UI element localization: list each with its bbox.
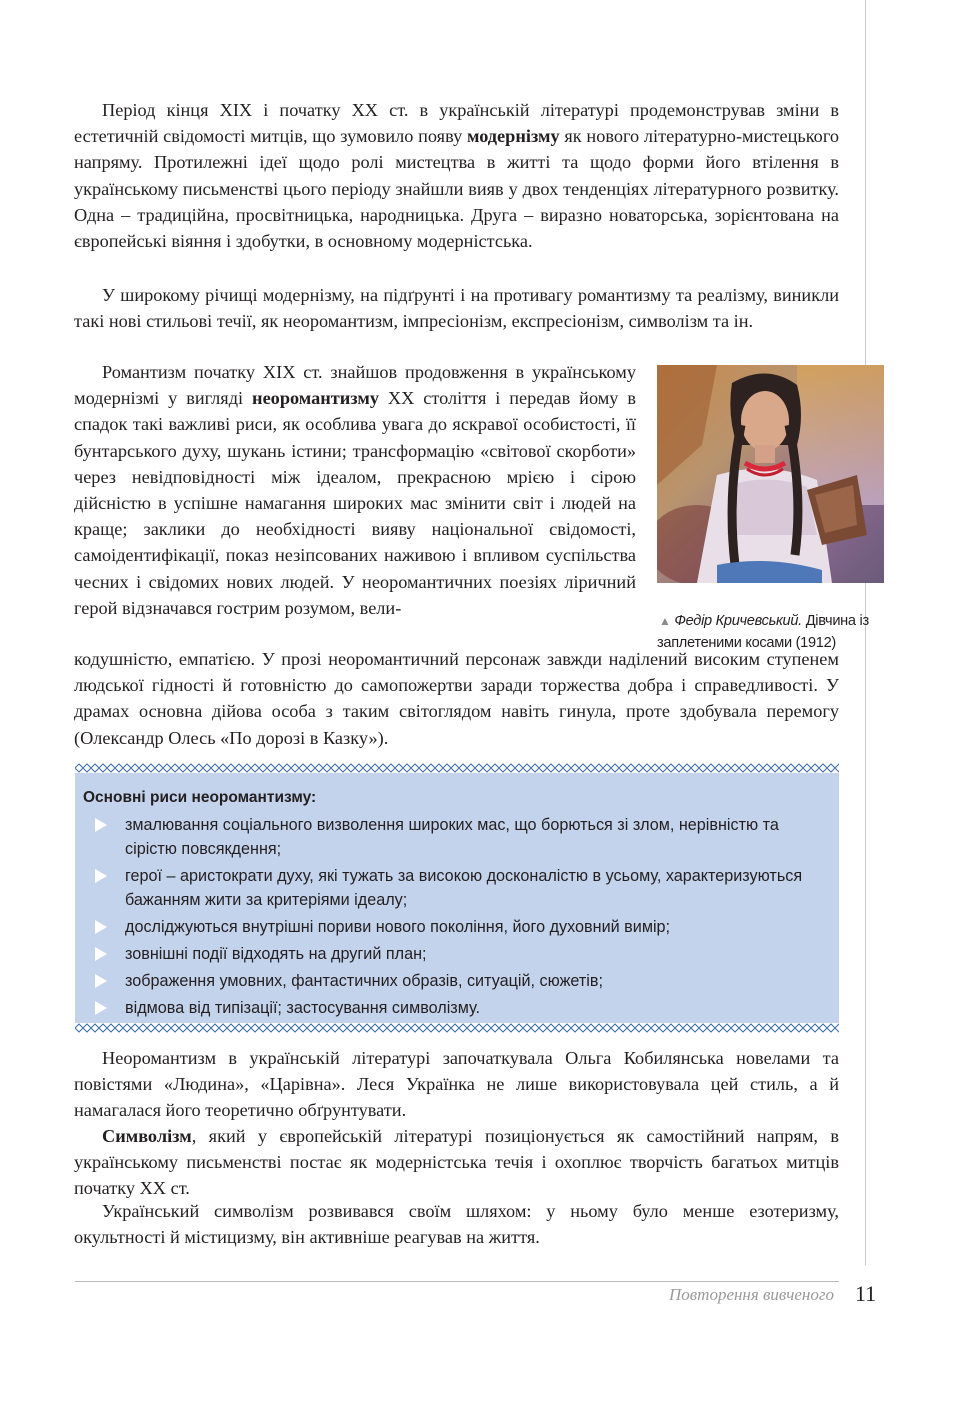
paragraph-neoromanticism: [74, 359, 636, 621]
term-neoromanticism: неоромантизму: [252, 388, 379, 409]
list-item-text: зображення умовних, фантастичних образів, ситуацій, сюжетів;: [125, 972, 603, 990]
text: Неоромантизм в українській літературі започаткувала Ольга Кобилянська новелами та повістями «Людина», «Царівна». Леся Українка не лише використовувала цей стиль, а й намагалася його теоретично обґрунтувати.: [74, 1048, 839, 1121]
text: , який у європейській літературі позиціонується як самостійний напрям, в українському письменстві постає як модерністська течія і охоплює творчість багатьох митців початку ХХ ст.: [74, 1126, 839, 1199]
list-item: [95, 915, 835, 939]
paragraph-ukrainian-symbolism: [74, 1198, 839, 1250]
page-number: 11: [855, 1281, 877, 1306]
text: Романтизм початку ХІХ ст. знайшов продовження в українському модернізмі у вигляді: [74, 362, 636, 409]
list-item: [95, 969, 835, 993]
text: кодушністю, емпатією. У прозі неоромантичний персонаж завжди наділений високим ступенем людської гідності й готовністю до самопожертви заради торжества добра і справедливості. У драмах основна дійова особа з таким світоглядом навіть гинула, проте здобувала перемогу (Олександр Олесь «По дорозі в Казку»).: [74, 649, 839, 748]
text: У широкому річищі модернізму, на підґрунті і на противагу романтизму та реалізму, виникли такі нові стильові течії, як неоромантизм, імпресіонізм, експресіонізм, символізм та ін.: [74, 285, 839, 332]
caption-title: Дівчина із заплетеними косами (1912): [657, 612, 869, 651]
list-item-text: герої – аристократи духу, які тужать за високою досконалістю в усьому, характеризуються бажанням жити за критеріями ідеалу;: [125, 867, 803, 909]
text: Період кінця ХІХ і початку ХХ ст. в українській літературі продемонстрував зміни в естетичній свідомості митців, що зумовило появу: [74, 100, 839, 147]
list-item: [95, 996, 835, 1020]
triangle-icon: ▲: [659, 613, 671, 628]
list-item-text: досліджуються внутрішні пориви нового покоління, його духовний вимір;: [125, 918, 671, 936]
painting-girl-with-braids: [657, 365, 884, 583]
term-modernism: модернізму: [466, 126, 560, 147]
triangle-bullet-icon: [95, 869, 107, 883]
neoromanticism-features-box: [75, 763, 839, 1033]
caption-author: Федір Кричевський.: [674, 612, 802, 629]
paragraph-kobylianska: [74, 1045, 839, 1124]
list-item-text: змалювання соціального визволення широких мас, що борються зі злом, нерівністю та сірістю повсякдення;: [125, 816, 779, 858]
list-item-text: відмова від типізації; застосування символізму.: [125, 999, 481, 1017]
triangle-bullet-icon: [95, 1001, 107, 1015]
paragraph-stylistic-trends: [74, 282, 839, 334]
text: Український символізм розвивався своїм шляхом: у ньому було менше езотеризму, окультності й містицизму, він активніше реагував на життя.: [74, 1201, 839, 1248]
term-symbolism: Символізм: [102, 1126, 192, 1146]
footer-divider: [75, 1281, 839, 1282]
list-item-text: зовнішні події відходять на другий план;: [125, 945, 427, 963]
bottom-border-ornament: [75, 1023, 839, 1033]
triangle-bullet-icon: [95, 818, 107, 832]
text: як нового літературно-мистецького напряму. Протилежні ідеї щодо ролі мистецтва в житті та щодо форми його втілення в українському письменстві цього періоду знайшли вияв у двох тенденціях літературного розвитку. Одна – традиційна, просвітницька, народницька. Друга – виразно новаторська, зорієнтована на європейські віяння і здобутки, в основному модерністська.: [74, 126, 839, 252]
paragraph-symbolism: [74, 1123, 839, 1202]
list-item: [95, 813, 835, 861]
text: ХХ століття і передав йому в спадок такі важливі риси, як особлива увага до яскравої особистості, її бунтарського духу, шукань істини; трансформацію «світової скорботи» через невідповідності між ідеалом, прекрасною мрією і сірою дійсністю в успішне намагання широких мас змінити світ і людей на краще; заклики до необхідності вияву національної свідомості, самоідентифікації, показ незіпсованих наживою і впливом суспільства чесних і свідомих нових людей. У неоромантичних поезіях ліричний герой відзначався гострим розумом, вели-: [74, 388, 636, 618]
footer-section-title: Повторення вивченого: [669, 1285, 834, 1304]
paragraph-neoromanticism-continued: [74, 646, 839, 751]
box-title: Основні риси неоромантизму:: [83, 789, 317, 806]
triangle-bullet-icon: [95, 974, 107, 988]
features-list: [95, 813, 835, 1023]
triangle-bullet-icon: [95, 947, 107, 961]
list-item: [95, 942, 835, 966]
paragraph-modernism-intro: [74, 97, 839, 254]
list-item: [95, 864, 835, 912]
triangle-bullet-icon: [95, 920, 107, 934]
figure-caption: [657, 610, 887, 654]
top-border-ornament: [75, 763, 839, 773]
